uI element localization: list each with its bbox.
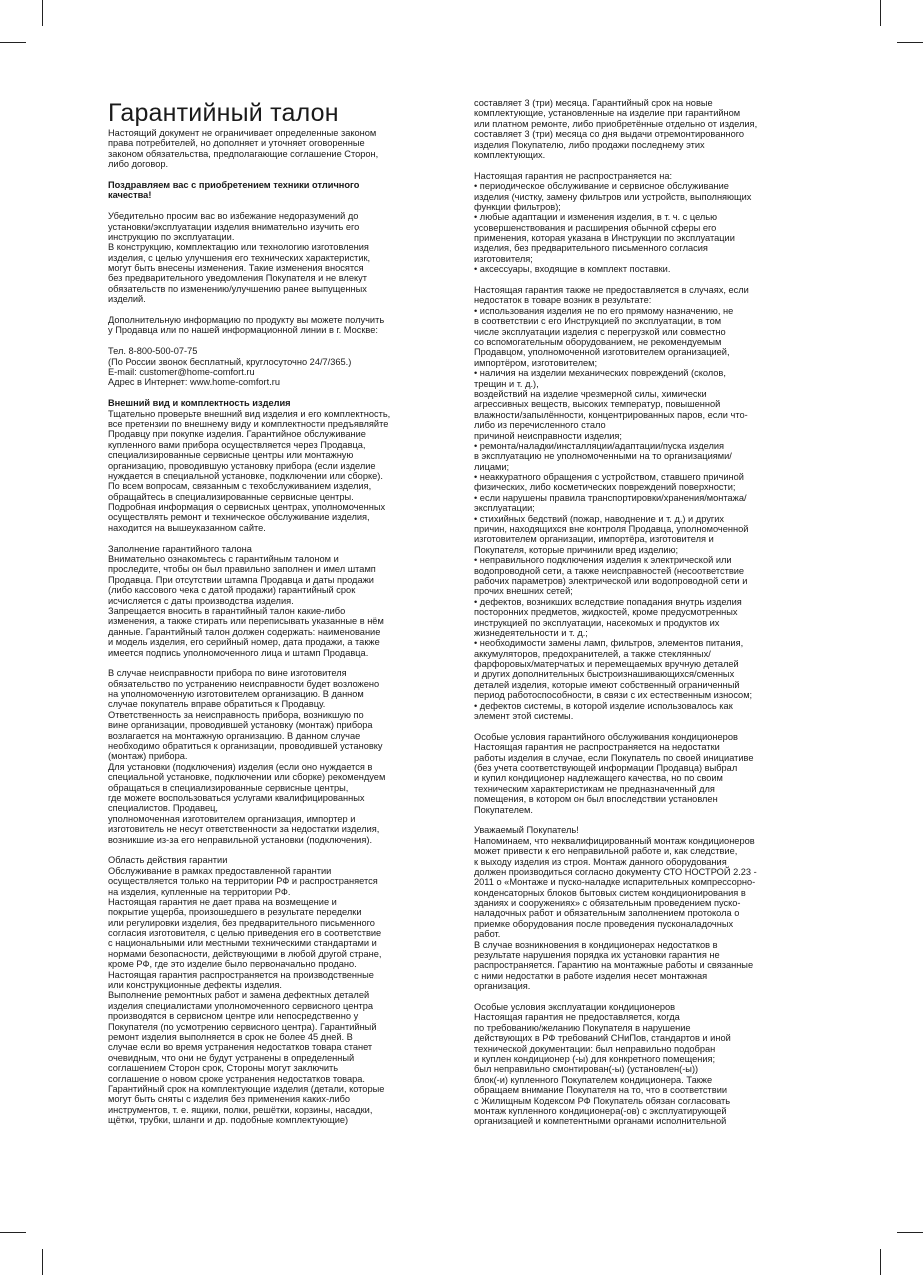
text-line: составляет 3 (три) месяца. Гарантийный срок на новые [474, 98, 713, 108]
text-line: случае покупатель вправе обратиться к Продавцу. [108, 699, 326, 710]
text-line: права потребителей, но дополняет и уточняет оговоренные [108, 138, 365, 149]
text-line: уполномоченная изготовителем организация, импортер и [108, 813, 356, 824]
section-heading-line: качества! [108, 190, 152, 201]
text-line: Настоящая гарантия также не предоставляется в случаях, если [474, 285, 749, 296]
text-line: по требованию/желанию Покупателя в нарушение [474, 1022, 691, 1033]
text-line: блок(-и) купленного Покупателем кондиционера. Также [474, 1074, 713, 1085]
text-line: Напоминаем, что неквалифицированный монтаж кондиционеров [474, 835, 755, 846]
text-line: изготовитель не несут ответственности за недостатки изделия, [108, 824, 380, 835]
text-line: со вспомогательным оборудованием, не рекомендуемым [474, 336, 722, 347]
text-line: (монтаж) прибора. [108, 751, 188, 762]
text-line: покрытие ущерба, произошедшего в результате переделки [108, 907, 362, 918]
text-line: организация. [474, 981, 531, 992]
page-title: Гарантийный талон [108, 99, 339, 127]
text-line: усовершенствования и расширения обычной сферы его [474, 222, 717, 233]
text-line: соглашением Сторон срок, Стороны могут заключить [108, 1063, 339, 1074]
text-line: зданиях и сооружениях» с обязательным проведением пуско- [474, 898, 741, 909]
text-line: • использования изделия не по его прямому назначению, не [474, 305, 734, 316]
text-line: воздействий на изделие чрезмерной силы, химически [474, 388, 707, 399]
text-line: обращаем внимание Покупателя на то, что в соответствии [474, 1085, 728, 1096]
text-line: комплектующих. [474, 149, 546, 160]
text-line: • неаккуратного обращения с устройством, ставшего причиной [474, 472, 744, 483]
text-line: прочих внешних сетей; [474, 586, 573, 597]
text-line: деталей изделия, которые имеют собственный ограниченный [474, 679, 740, 690]
text-line: Уважаемый Покупатель! [474, 825, 579, 836]
text-line: на уполномоченную изготовителем организацию. В данном [108, 689, 364, 700]
section-heading-line: Внешний вид и комплектность изделия [108, 398, 291, 409]
text-line: элемент этой системы. [474, 711, 574, 722]
text-line: с национальными или местными техническими стандартами и [108, 938, 377, 949]
text-line: щётки, трубки, шланги и др. подобные комплектующие) [108, 1115, 349, 1126]
text-line: установки/эксплуатации изделия внимательно изучить его [108, 221, 360, 232]
text-line: В случае неисправности прибора по вине изготовителя [108, 668, 347, 679]
text-line: причиной неисправности изделия; [474, 430, 622, 441]
text-line: у Продавца или по нашей информационной линии в г. Москве: [108, 325, 378, 336]
text-line: фарфоровых/матерчатых и перемещаемых вручную деталей [474, 659, 739, 670]
text-line: возлагается на монтажную организацию. В данном случае [108, 730, 361, 741]
text-line: работы изделия в случае, если Покупатель по своей инициативе [474, 752, 754, 763]
text-line: и куплен кондиционер (-ы) для конкретного помещения; [474, 1053, 716, 1064]
text-line: был неправильно смонтирован(-ы) (установлен(-ы)) [474, 1064, 699, 1075]
text-line: технической документации: был неправильно подобран [474, 1043, 716, 1054]
paragraph-gap [474, 721, 824, 731]
text-line: осуществляется только на территории РФ и распространяется [108, 876, 378, 887]
text-line: Обслуживание в рамках предоставленной гарантии [108, 865, 332, 876]
text-line: изделия Покупателю, либо продажи последнему этих [474, 139, 705, 150]
text-line: изделия (чистку, замену фильтров или устройств, выполняющих [474, 191, 752, 202]
text-line: конденсаторных блоков бытовых систем кондиционирования в [474, 887, 746, 898]
text-line: и модель изделия, его серийный номер, дата продажи, а также [108, 637, 380, 648]
text-line: Дополнительную информацию по продукту вы можете получить [108, 315, 385, 326]
paragraph-gap [108, 388, 448, 398]
crop-mark [897, 1232, 923, 1233]
text-line: изменения, а также стирать или переписывать указанные в нём [108, 616, 384, 627]
paragraph-gap [108, 170, 448, 180]
text-line: специальной установке, подключении или сборке) рекомендуем [108, 772, 386, 783]
text-line: В случае возникновения в кондиционерах недостатков в [474, 939, 718, 950]
text-line: и купил кондиционер надлежащего качества, но по своим [474, 773, 723, 784]
text-line: случае если во время устранения недостатков товара станет [108, 1042, 373, 1053]
text-line: обязательств по изменению/улучшению ранее выпущенных [108, 283, 367, 294]
section-heading-line: Поздравляем вас с приобретением техники отличного [108, 179, 360, 190]
text-line: или конструкционные дефекты изделия. [108, 980, 282, 991]
text-line: или платном ремонте, либо приобретённые отдельно от изделия, [474, 118, 758, 129]
paragraph-gap [108, 658, 448, 668]
right-column [474, 98, 824, 1127]
text-line: осуществлять ремонт и техническое обслуживание изделия, [108, 512, 370, 523]
crop-mark [42, 0, 43, 26]
text-line: числе эксплуатации изделия с перегрузкой или совместно [474, 326, 726, 337]
text-line: исчисляется с даты производства изделия. [108, 595, 294, 606]
text-line: жизнедеятельности и т. д.; [474, 627, 588, 638]
text-line: Запрещается вносить в гарантийный талон какие-либо [108, 605, 346, 616]
text-line: купленного вами прибора осуществляется через Продавца, [108, 439, 366, 450]
text-line: работ. [474, 929, 501, 940]
text-line: Продавца. При отсутствии штампа Продавца и даты продажи [108, 574, 374, 585]
text-line: согласия изготовителя, с целью приведения его в соответствие [108, 928, 382, 939]
text-line: нуждается в специальной установке, подключении или сборке). [108, 470, 383, 481]
text-line: наладочных работ и обязательным заполнением протокола о [474, 908, 740, 919]
text-line: аккумуляторов, предохранителей, а также стеклянных/ [474, 648, 711, 659]
text-line: изделия, без предварительного письменного согласия [474, 243, 708, 254]
text-line: 2011 о «Монтаже и пуско-наладке испарительных компрессорно- [474, 877, 756, 888]
text-line: без предварительного уведомления Покупателя и не влекут [108, 273, 367, 284]
text-line: нормами безопасности, действующими в любой другой стране, [108, 948, 382, 959]
text-line: • любые адаптации и изменения изделия, в т. ч. с целью [474, 212, 718, 223]
text-line: помещения, в котором он был впоследствии установлен [474, 794, 718, 805]
text-line: Убедительно просим вас во избежание недоразумений до [108, 211, 359, 222]
text-line: лицами; [474, 461, 510, 472]
text-line: результате нарушения порядка их установки гарантия не [474, 950, 720, 961]
crop-mark [897, 42, 923, 43]
text-line: соглашение о новом сроке устранения недостатков товара. [108, 1073, 365, 1084]
text-line: изделий. [108, 294, 146, 305]
crop-mark [42, 1249, 43, 1275]
text-line: организацией и компетентными органами исполнительной [474, 1116, 727, 1127]
text-line: организацию, проводившую установку прибора (если изделие [108, 460, 376, 471]
text-line: • наличия на изделии механических повреждений (сколов, [474, 368, 726, 379]
text-line: Продавцу при покупке изделия. Гарантийное обслуживание [108, 429, 366, 440]
text-line: специализированные сервисные центры или монтажную [108, 450, 354, 461]
text-line: • неправильного подключения изделия к электрической или [474, 555, 732, 566]
text-line: очевидным, что они не будут устранены в определенный [108, 1052, 355, 1063]
text-line: изделия, с целью улучшения его технических характеристик, [108, 252, 371, 263]
text-line: Заполнение гарантийного талона [108, 543, 252, 554]
text-line: Настоящая гарантия не предоставляется, когда [474, 1012, 680, 1023]
text-line: Внимательно ознакомьтесь с гарантийным талоном и [108, 554, 339, 565]
text-line: изготовителя; [474, 253, 533, 264]
text-line: инструкцию по эксплуатации. [108, 231, 235, 242]
paragraph-gap [108, 305, 448, 315]
text-line: имеется подпись уполномоченного лица и штамп Продавца. [108, 647, 369, 658]
crop-mark [0, 1232, 26, 1233]
text-line: (без учета соответствующей информации Продавца) выбрал [474, 763, 738, 773]
paragraph-gap [474, 275, 824, 285]
text-line: Покупателя (по усмотрению сервисного центра). Гарантийный [108, 1021, 377, 1032]
text-line: распространяется. Гарантию на монтажные работы и связанные [474, 960, 754, 971]
text-line: либо из перечисленного стало [474, 420, 606, 431]
text-line: с ними недостатки в работе изделия несет монтажная [474, 970, 708, 981]
text-line: Ответственность за неисправность прибора, возникшую по [108, 709, 364, 720]
crop-mark [880, 1249, 881, 1275]
text-line: физических, либо косметических повреждений поверхности; [474, 482, 736, 493]
text-line: в соответствии с его Инструкцией по эксплуатации, в том [474, 316, 722, 327]
text-line: • дефектов системы, в которой изделие использовалось как [474, 700, 733, 711]
text-line: к выходу изделия из строя. Монтаж данного оборудования [474, 856, 727, 867]
text-line: (либо кассового чека с датой продажи) гарантийный срок [108, 585, 356, 596]
text-line: Выполнение ремонтных работ и замена дефектных деталей [108, 990, 370, 1001]
paragraph-gap [108, 845, 448, 855]
paragraph-gap [108, 533, 448, 543]
text-line: проследите, чтобы он был правильно заполнен и имел штамп [108, 564, 376, 575]
paragraph-gap [108, 201, 448, 211]
text-line: изготовителем организации, импортёра, изготовителя и [474, 534, 714, 545]
text-line: • ремонта/наладки/инсталляции/адаптации/пуска изделия [474, 440, 725, 451]
text-line: изделия специалистами уполномоченного сервисного центра [108, 1000, 373, 1011]
text-line: комплектующие, установленные на изделие при гарантийном [474, 108, 741, 119]
text-line: Тел. 8-800-500-07-75 [108, 346, 198, 357]
text-line: ремонт изделия выполняется в срок не более 45 дней. В [108, 1031, 353, 1042]
paragraph-gap [474, 815, 824, 825]
text-line: • аксессуары, входящие в комплект поставки. [474, 264, 671, 275]
text-line: находится на вышеуказанном сайте. [108, 522, 266, 533]
text-line: (По России звонок бесплатный, круглосуточно 24/7/365.) [108, 356, 352, 367]
text-line: применения, которая указана в Инструкции по эксплуатации [474, 233, 735, 244]
text-line: приемке оборудования после проведения пусконаладочных [474, 918, 734, 929]
paragraph-gap [474, 160, 824, 170]
text-line: Настоящий документ не ограничивает определенные законом [108, 128, 377, 138]
text-line: Тщательно проверьте внешний вид изделия и его комплектность, [108, 408, 391, 419]
text-line: на изделия, купленные на территории РФ. [108, 886, 291, 897]
text-line: посторонних предметов, жидкостей, кроме предусмотренных [474, 607, 738, 618]
text-line: составляет 3 (три) месяца со дня выдачи отремонтированного [474, 129, 745, 140]
text-line: и других дополнительных быстроизнашивающихся/сменных [474, 669, 735, 680]
text-line: обращаться в специализированные сервисные центры, [108, 782, 349, 793]
text-line: производятся в сервисном центре или непосредственно у [108, 1011, 359, 1022]
text-line: возникшие из-за его неправильной установки (подключения). [108, 834, 373, 845]
text-line: могут быть сняты с изделия без применения каких-либо [108, 1094, 351, 1105]
text-line: В конструкцию, комплектацию или технологию изготовления [108, 242, 369, 253]
text-line: Настоящая гарантия не распространяется на: [474, 170, 673, 181]
text-line: трещин и т. д.), [474, 378, 539, 389]
text-line: Настоящая гарантия распространяется на производственные [108, 969, 374, 980]
crop-mark [880, 0, 881, 26]
text-line: Покупателем. [474, 804, 533, 815]
text-line: импортёром, изготовителем; [474, 357, 598, 368]
text-line: • периодическое обслуживание и сервисное обслуживание [474, 181, 729, 192]
text-line: кроме РФ, где это изделие было первоначально продано. [108, 959, 357, 970]
left-column [108, 128, 448, 1126]
text-line: агрессивных веществ, высоких температур, повышенной [474, 399, 721, 410]
text-line: в эксплуатацию не уполномоченными на то организациями/ [474, 451, 732, 462]
text-line: все претензии по внешнему виду и комплектности предъявляйте [108, 418, 389, 429]
text-line: вине организации, проводившей установку (монтаж) прибора [108, 720, 373, 731]
text-line: Особые условия гарантийного обслуживания кондиционеров [474, 731, 738, 742]
text-line: период работоспособности, в связи с их естественным износом; [474, 690, 753, 701]
text-line: либо договор. [108, 159, 169, 170]
text-line: или регулировки изделия, без предварительного письменного [108, 917, 375, 928]
text-line: могут быть внесены изменения. Такие изменения вносятся [108, 263, 364, 274]
text-line: • стихийных бедствий (пожар, наводнение и т. д.) и других [474, 513, 725, 524]
text-line: рабочих параметров) электрической или водопроводной сети и [474, 575, 748, 586]
text-line: • дефектов, возникших вследствие попадания внутрь изделия [474, 596, 742, 607]
text-line: • если нарушены правила транспортировки/хранения/монтажа/ [474, 492, 747, 503]
text-line: Для установки (подключения) изделия (если оно нуждается в [108, 761, 373, 772]
paragraph-gap [474, 992, 824, 1002]
text-line: недостаток в товаре возник в результате: [474, 295, 652, 306]
text-line: Подробная информация о сервисных центрах, уполномоченных [108, 502, 386, 513]
text-line: должен производиться согласно документу СТО НОСТРОЙ 2.23 - [474, 866, 757, 877]
text-line: Продавцом, уполномоченной изготовителем организацией, [474, 347, 730, 358]
text-line: эксплуатации; [474, 503, 535, 514]
text-line: E-mail: customer@home-comfort.ru [108, 366, 255, 377]
text-line: функции фильтров); [474, 201, 561, 212]
text-line: необходимо обратиться к организации, проводившей установку [108, 741, 383, 752]
text-line: Область действия гарантии [108, 855, 228, 866]
text-line: Настоящая гарантия не дает права на возмещение и [108, 896, 337, 907]
text-line: техническим характеристикам не предназначенный для [474, 783, 715, 794]
text-line: Адрес в Интернет: www.home-comfort.ru [108, 377, 280, 388]
text-line: водопроводной сети, а также неисправностей (несоответствие [474, 565, 745, 576]
text-line: Покупателя, которые причинили вред изделию; [474, 544, 679, 555]
text-line: монтаж купленного кондиционера(-ов) с эксплуатирующей [474, 1105, 727, 1116]
text-line: Гарантийный срок на комплектующие изделия (детали, которые [108, 1083, 385, 1094]
text-line: влажности/запылённости, концентрированных паров, если что- [474, 409, 748, 420]
text-line: причин, находящихся вне контроля Продавца, уполномоченной [474, 524, 749, 535]
text-line: обязательство по устранению неисправности будет возложено [108, 678, 380, 689]
text-line: с Жилищным Кодексом РФ Покупатель обязан согласовать [474, 1095, 731, 1106]
text-line: законом обязательства, предполагающие соглашение Сторон, [108, 148, 379, 159]
text-line: Особые условия эксплуатации кондиционеров [474, 1001, 676, 1012]
paragraph-gap [108, 336, 448, 346]
text-line: может привести к его неправильной работе и, как следствие, [474, 846, 738, 857]
text-line: • необходимости замены ламп, фильтров, элементов питания, [474, 638, 744, 649]
text-line: действующих в РФ требований СНиПов, стандартов и иной [474, 1033, 731, 1044]
text-line: где можете воспользоваться услугами квалифицированных [108, 793, 365, 803]
text-line: инструментов, т. е. ящики, полки, решётки, корзины, насадки, [108, 1104, 373, 1115]
text-line: данные. Гарантийный талон должен содержать: наименование [108, 626, 381, 637]
text-line: По всем вопросам, связанным с техобслуживанием изделия, [108, 481, 372, 492]
text-line: специалистов. Продавец, [108, 803, 219, 814]
text-line: инструкцией по эксплуатации, насекомых и продуктов их [474, 617, 720, 628]
text-line: Настоящая гарантия не распространяется на недостатки [474, 742, 720, 753]
crop-mark [0, 42, 26, 43]
text-line: обращайтесь в специализированные сервисные центры. [108, 491, 354, 502]
